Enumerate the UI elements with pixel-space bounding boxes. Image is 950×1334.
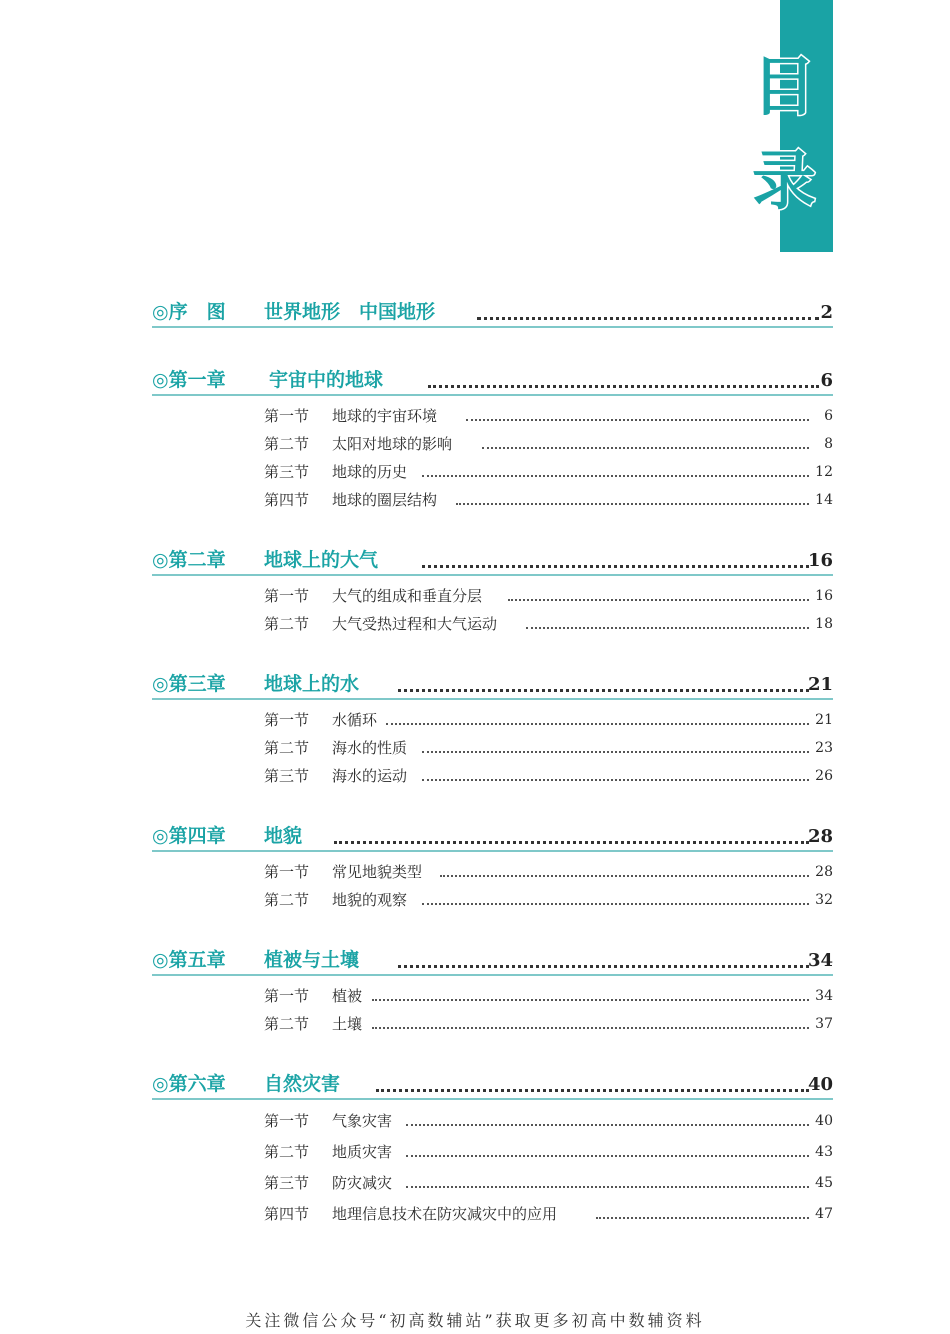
section-title: 地球的圈层结构: [332, 491, 438, 509]
section-title: 常见地貌类型: [332, 863, 423, 881]
chapter-title: 植被与土壤: [264, 949, 360, 971]
section-page: 34: [815, 988, 833, 1004]
section-number: 第三节: [264, 1174, 310, 1192]
section-number: 第二节: [264, 1015, 310, 1033]
chapter-underline: [152, 574, 833, 576]
leader-dots: [406, 1186, 809, 1188]
toc-section[interactable]: [264, 487, 833, 513]
leader-dots: [422, 751, 809, 753]
leader-dots: [440, 875, 809, 877]
chapter-underline: [152, 326, 833, 328]
leader-dots: [372, 999, 809, 1001]
section-number: 第一节: [264, 987, 310, 1005]
section-title: 植被: [332, 987, 363, 1005]
section-number: 第二节: [264, 435, 310, 453]
leader-dots: [422, 565, 809, 568]
toc-section[interactable]: [264, 983, 833, 1009]
toc-section[interactable]: [264, 583, 833, 609]
section-page: 6: [824, 408, 833, 424]
chapter-title: 宇宙中的地球: [269, 369, 384, 391]
toc-chapter-1[interactable]: [152, 366, 833, 394]
section-title: 水循环: [332, 711, 378, 729]
section-page: 32: [815, 892, 833, 908]
leader-dots: [466, 419, 809, 421]
section-page: 40: [815, 1113, 833, 1129]
toc-section[interactable]: [264, 1011, 833, 1037]
section-page: 45: [815, 1175, 833, 1191]
toc-section[interactable]: [264, 887, 833, 913]
toc-section[interactable]: [264, 735, 833, 761]
section-number: 第二节: [264, 1143, 310, 1161]
leader-dots: [482, 447, 809, 449]
toc-section[interactable]: [264, 403, 833, 429]
leader-dots: [406, 1124, 809, 1126]
section-title: 地貌的观察: [332, 891, 408, 909]
chapter-page: 6: [820, 370, 833, 391]
section-page: 8: [824, 436, 833, 452]
chapter-label: ◎序 图: [152, 301, 226, 323]
chapter-title: 地球上的大气: [264, 549, 379, 571]
chapter-page: 40: [807, 1074, 833, 1095]
section-page: 18: [815, 616, 833, 632]
section-number: 第二节: [264, 739, 310, 757]
section-page: 12: [815, 464, 833, 480]
toc-section[interactable]: [264, 1201, 833, 1227]
toc-chapter-4[interactable]: [152, 822, 833, 850]
section-page: 26: [815, 768, 833, 784]
chapter-underline: [152, 850, 833, 852]
chapter-label: ◎第二章: [152, 549, 226, 571]
toc-title-char-2: 录: [752, 145, 816, 219]
toc-section[interactable]: [264, 763, 833, 789]
toc-section[interactable]: [264, 707, 833, 733]
toc-chapter-3[interactable]: [152, 670, 833, 698]
section-page: 37: [815, 1016, 833, 1032]
chapter-label: ◎第三章: [152, 673, 226, 695]
toc-chapter-6[interactable]: [152, 1070, 833, 1098]
chapter-underline: [152, 698, 833, 700]
section-number: 第一节: [264, 711, 310, 729]
toc-title-char-1: 目: [752, 51, 816, 125]
leader-dots: [596, 1217, 809, 1219]
toc-section[interactable]: [264, 431, 833, 457]
toc-section[interactable]: [264, 859, 833, 885]
chapter-label: ◎第四章: [152, 825, 226, 847]
section-number: 第三节: [264, 767, 310, 785]
toc-section[interactable]: [264, 1108, 833, 1134]
section-title: 地理信息技术在防灾减灾中的应用: [332, 1205, 558, 1223]
chapter-underline: [152, 1098, 833, 1100]
section-title: 地球的历史: [332, 463, 408, 481]
section-title: 地质灾害: [332, 1143, 393, 1161]
leader-dots: [508, 599, 809, 601]
chapter-label: ◎第六章: [152, 1073, 226, 1095]
section-title: 土壤: [332, 1015, 363, 1033]
section-number: 第一节: [264, 1112, 310, 1130]
toc-section[interactable]: [264, 611, 833, 637]
leader-dots: [376, 1089, 809, 1092]
section-title: 大气受热过程和大气运动: [332, 615, 498, 633]
chapter-underline: [152, 394, 833, 396]
section-title: 海水的性质: [332, 739, 408, 757]
chapter-title: 地貌: [264, 825, 303, 847]
section-title: 大气的组成和垂直分层: [332, 587, 483, 605]
section-title: 海水的运动: [332, 767, 408, 785]
section-number: 第一节: [264, 863, 310, 881]
leader-dots: [398, 965, 809, 968]
section-title: 地球的宇宙环境: [332, 407, 438, 425]
section-number: 第四节: [264, 1205, 310, 1223]
chapter-label: ◎第一章: [152, 369, 226, 391]
section-page: 43: [815, 1144, 833, 1160]
toc-section[interactable]: [264, 459, 833, 485]
section-number: 第一节: [264, 587, 310, 605]
footer-note: 关注微信公众号“初高数辅站”获取更多初高中数辅资料: [245, 1311, 705, 1330]
chapter-page: 16: [807, 550, 833, 571]
chapter-page: 28: [807, 826, 833, 847]
leader-dots: [422, 475, 809, 477]
section-page: 14: [815, 492, 833, 508]
toc-section[interactable]: [264, 1139, 833, 1165]
toc-preface[interactable]: [152, 298, 833, 326]
section-number: 第二节: [264, 891, 310, 909]
leader-dots: [398, 689, 809, 692]
section-number: 第二节: [264, 615, 310, 633]
chapter-label: ◎第五章: [152, 949, 226, 971]
leader-dots: [386, 723, 809, 725]
leader-dots: [456, 503, 809, 505]
chapter-page: 34: [807, 950, 833, 971]
section-number: 第三节: [264, 463, 310, 481]
leader-dots: [428, 385, 819, 388]
section-number: 第四节: [264, 491, 310, 509]
section-number: 第一节: [264, 407, 310, 425]
leader-dots: [422, 903, 809, 905]
section-title: 太阳对地球的影响: [332, 435, 453, 453]
section-page: 16: [815, 588, 833, 604]
section-page: 47: [815, 1206, 833, 1222]
chapter-page: 21: [807, 674, 833, 695]
toc-chapter-5[interactable]: [152, 946, 833, 974]
section-page: 28: [815, 864, 833, 880]
section-title: 气象灾害: [332, 1112, 393, 1130]
chapter-page: 2: [820, 302, 833, 323]
leader-dots: [422, 779, 809, 781]
chapter-title: 自然灾害: [264, 1073, 341, 1095]
chapter-underline: [152, 974, 833, 976]
chapter-title: 地球上的水: [264, 673, 360, 695]
chapter-title: 世界地形 中国地形: [264, 301, 436, 323]
section-page: 23: [815, 740, 833, 756]
leader-dots: [477, 317, 819, 320]
leader-dots: [334, 841, 809, 844]
leader-dots: [406, 1155, 809, 1157]
leader-dots: [526, 627, 809, 629]
toc-section[interactable]: [264, 1170, 833, 1196]
section-title: 防灾减灾: [332, 1174, 393, 1192]
toc-chapter-2[interactable]: [152, 546, 833, 574]
section-page: 21: [815, 712, 833, 728]
leader-dots: [372, 1027, 809, 1029]
